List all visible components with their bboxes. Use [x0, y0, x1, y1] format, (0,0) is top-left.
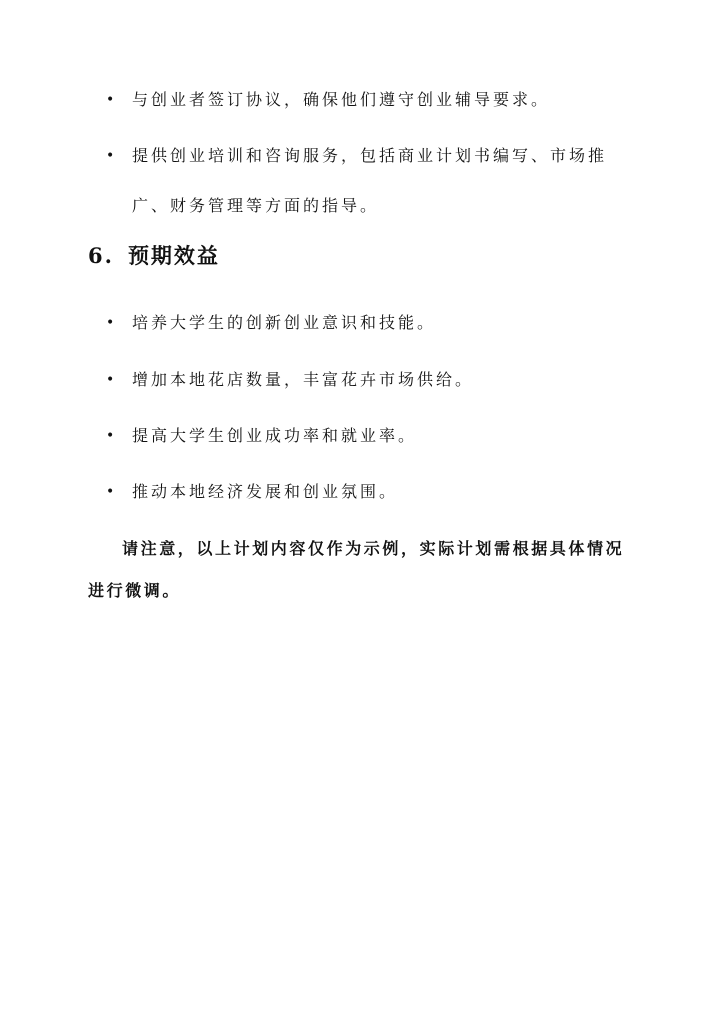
bullet-icon: • [106, 428, 118, 444]
bullet-icon: • [106, 484, 118, 500]
list-item-text: 提高大学生创业成功率和就业率。 [132, 426, 418, 445]
section-title: 预期效益 [127, 243, 220, 268]
list-item [108, 298, 648, 348]
section-number: 6. [88, 243, 114, 268]
list-item-text: 培养大学生的创新创业意识和技能。 [132, 313, 437, 332]
bullet-icon: • [106, 372, 118, 388]
list-item-text: 与创业者签订协议，确保他们遵守创业辅导要求。 [132, 90, 551, 109]
list-item [108, 131, 638, 231]
bullet-icon: • [106, 148, 118, 164]
list-item-text: 推动本地经济发展和创业氛围。 [132, 482, 399, 501]
bullet-icon: • [106, 92, 118, 108]
list-item [108, 467, 648, 517]
section-heading [88, 240, 220, 272]
list-item-text: 提供创业培训和咨询服务，包括商业计划书编写、市场推广、财务管理等方面的指导。 [132, 146, 608, 215]
list-item [108, 75, 648, 125]
list-item-text: 增加本地花店数量，丰富花卉市场供给。 [132, 370, 475, 389]
closing-note: 请注意，以上计划内容仅作为示例，实际计划需根据具体情况进行微调。 [88, 539, 625, 600]
list-item [108, 411, 648, 461]
list-item [108, 355, 648, 405]
bullet-icon: • [106, 315, 118, 331]
